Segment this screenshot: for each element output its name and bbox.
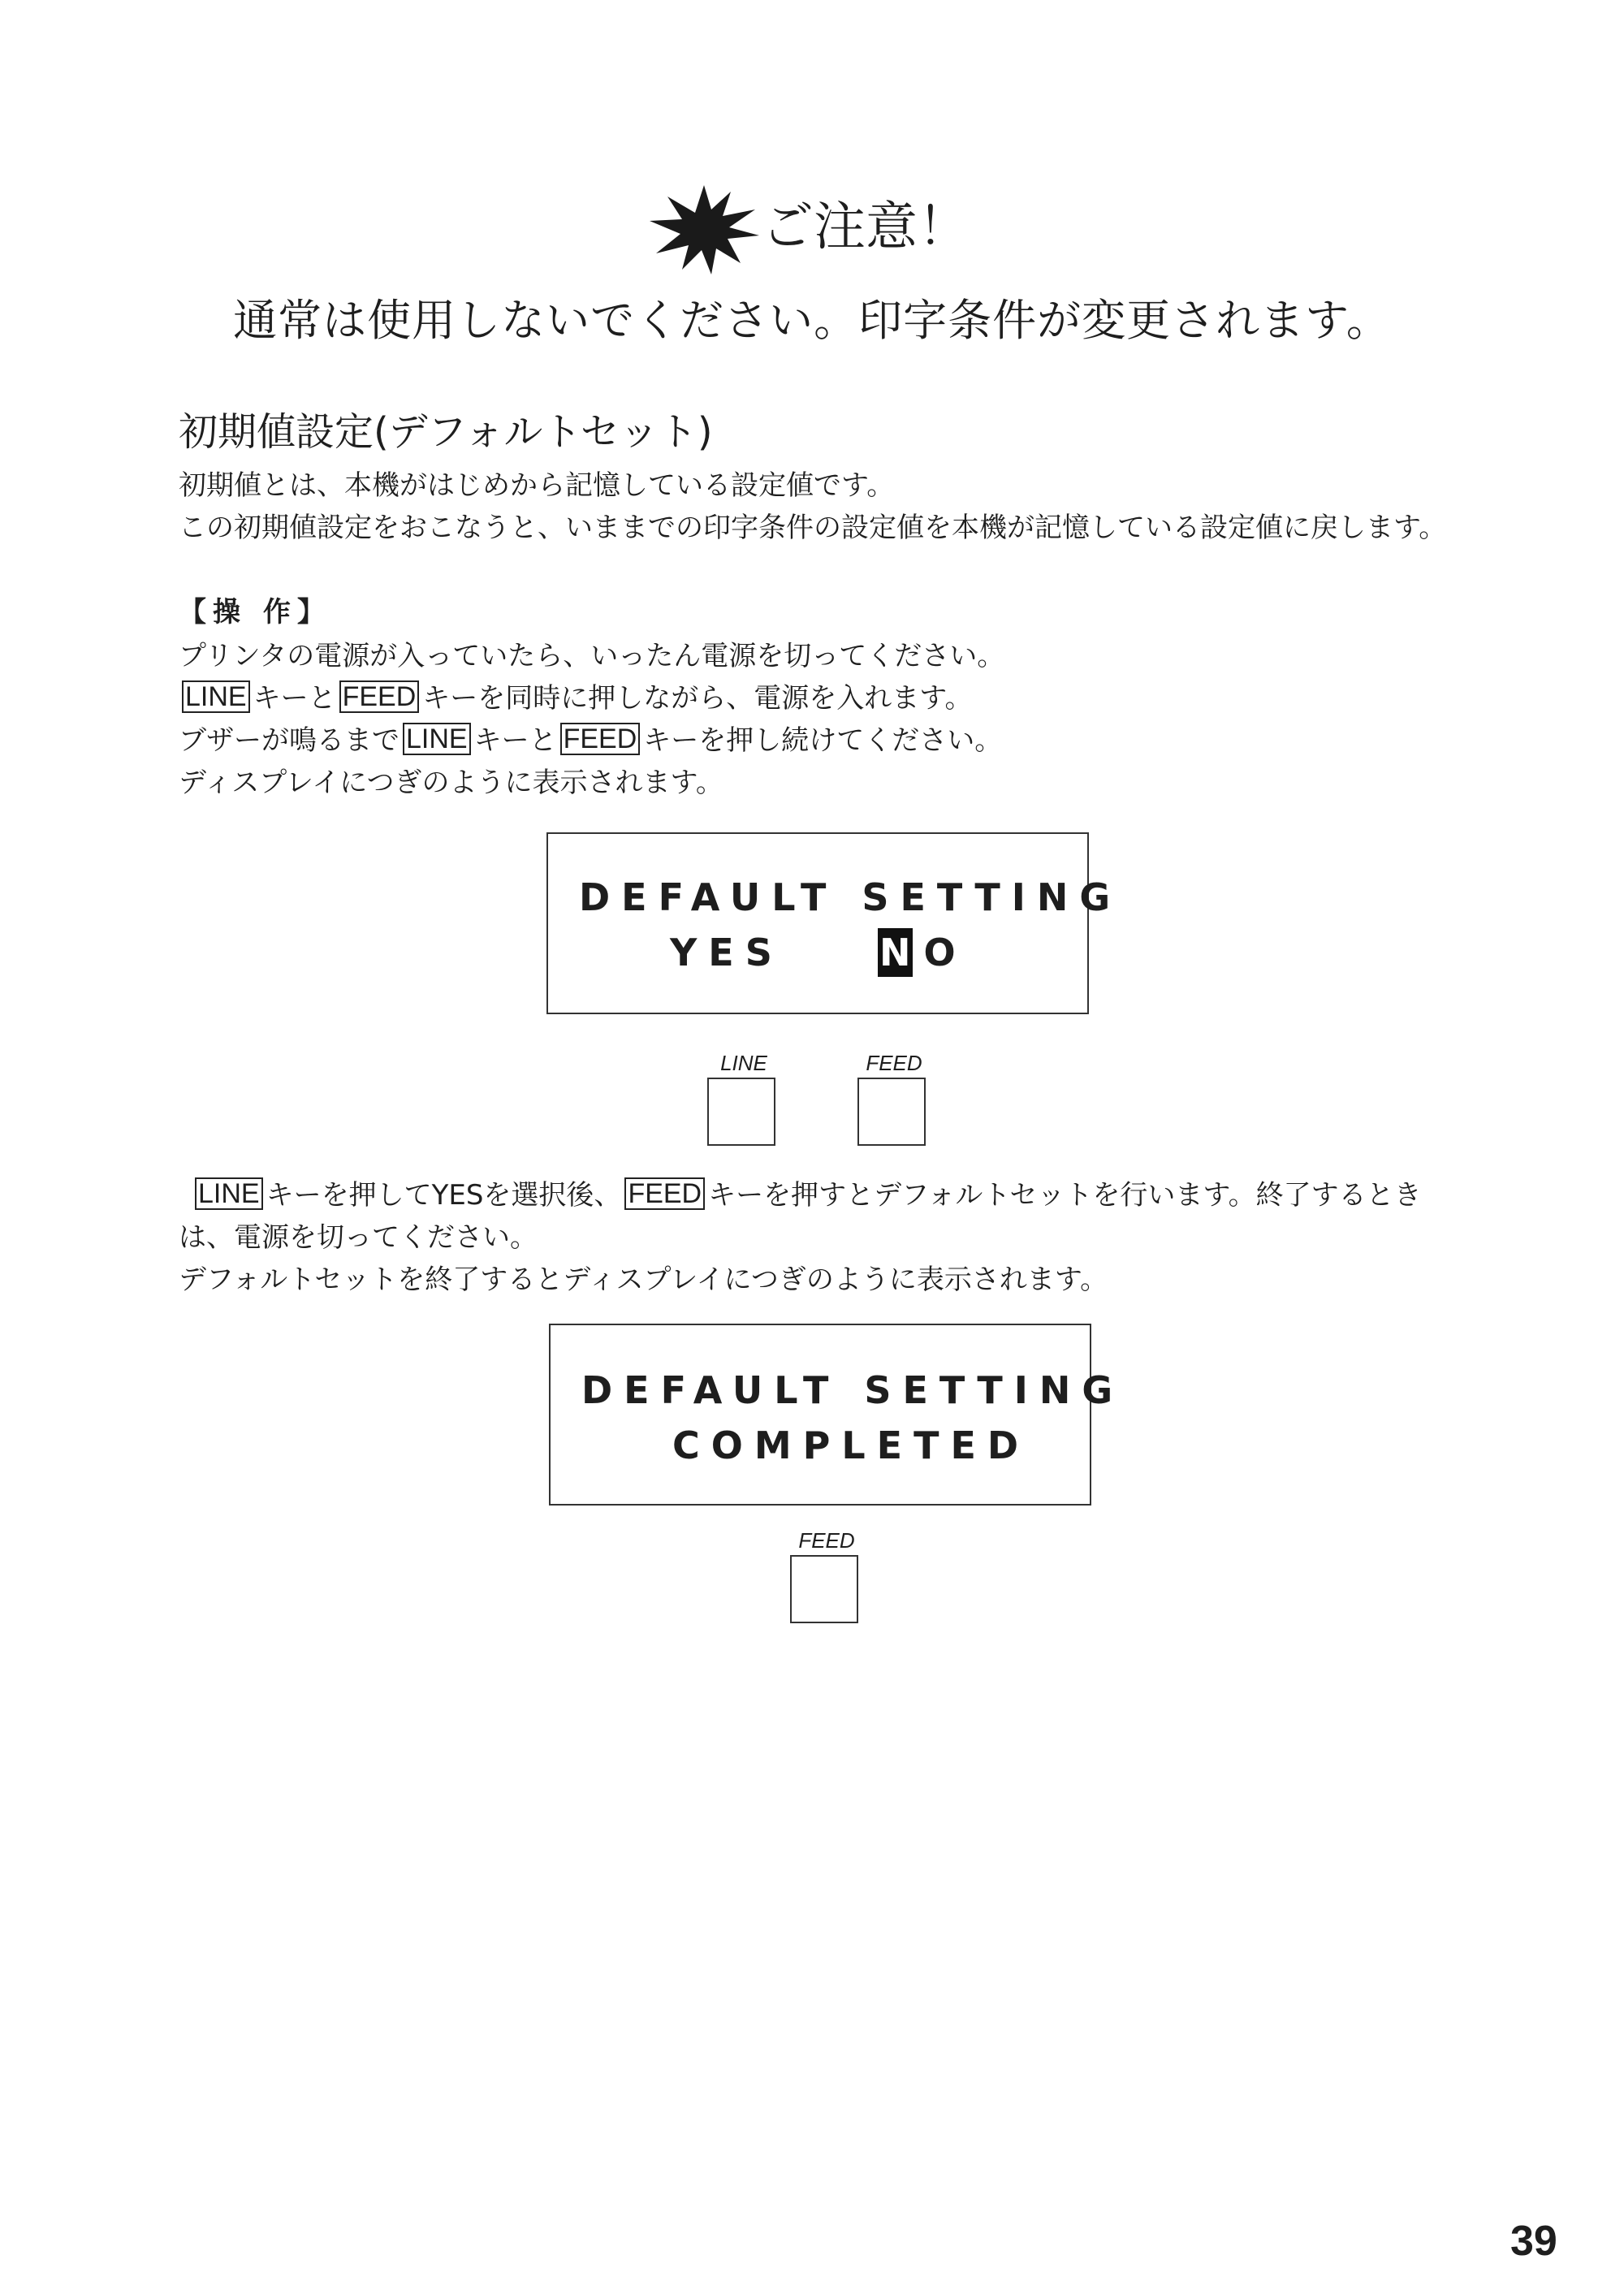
feed-key-button [857, 1078, 926, 1146]
feed-key-ref: FEED [339, 680, 420, 713]
lcd-yes-option: YES [670, 931, 784, 974]
feed-key-label: FEED [798, 1528, 855, 1553]
feed-key-ref: FEED [624, 1177, 705, 1210]
feed-key-button [790, 1555, 858, 1623]
line-key-ref: LINE [403, 723, 471, 755]
page-number: 39 [1510, 2218, 1557, 2265]
intro-line-2: この初期値設定をおこなうと、いままでの印字条件の設定値を本機が記憶している設定値に戻します。 [179, 512, 1447, 544]
operation-step-3 [179, 719, 1002, 762]
lcd-display-completed [549, 1324, 1125, 1506]
section-title: 初期値設定(デフォルトセット) [179, 409, 713, 455]
operation-step-1: プリンタの電源が入っていたら、いったん電源を切ってください。 [179, 640, 1005, 672]
feed-key-label: FEED [866, 1051, 922, 1075]
instruction-line-1 [192, 1174, 1422, 1216]
instruction-line-3: デフォルトセットを終了するとディスプレイにつぎのように表示されます。 [179, 1264, 1108, 1296]
lcd-display-default-setting [546, 832, 1122, 1014]
text-fragment: ブザーが鳴るまで [179, 724, 400, 757]
intro-line-1: 初期値とは、本機がはじめから記憶している設定値です。 [179, 469, 895, 502]
line-key-ref: LINE [182, 680, 250, 713]
lcd-line-1: DEFAULT SETTING [579, 875, 1122, 919]
warning-text: 通常は使用しないでください。印字条件が変更されます。 [233, 295, 1391, 346]
starburst-icon [650, 185, 759, 274]
text-fragment: キーと [473, 724, 557, 757]
line-key-ref: LINE [195, 1177, 263, 1210]
caution-heading [650, 185, 1007, 274]
text-fragment: キーを押してYESを選択後、 [266, 1179, 622, 1212]
lcd-line-1: DEFAULT SETTING [581, 1368, 1125, 1412]
line-key-button [707, 1078, 775, 1146]
operation-step-4: ディスプレイにつぎのように表示されます。 [179, 767, 723, 799]
text-fragment: キーを押すとデフォルトセットを行います。終了するとき [708, 1179, 1422, 1212]
line-key-label: LINE [720, 1051, 767, 1075]
lcd-line-2: COMPLETED [672, 1423, 1030, 1467]
instruction-line-2: は、電源を切ってください。 [179, 1221, 538, 1254]
text-fragment: キーと [253, 682, 336, 715]
operation-heading: 【操 作】 [179, 596, 331, 629]
lcd-no-option [878, 928, 967, 977]
lcd-cursor: N [878, 928, 913, 977]
text-fragment: キーを同時に押しながら、電源を入れます。 [422, 682, 973, 715]
feed-key-ref: FEED [560, 723, 641, 755]
caution-title: ご注意！ [762, 197, 970, 257]
lcd-no-rest: O [923, 931, 967, 974]
operation-step-2 [179, 677, 973, 719]
text-fragment: キーを押し続けてください。 [643, 724, 1003, 757]
